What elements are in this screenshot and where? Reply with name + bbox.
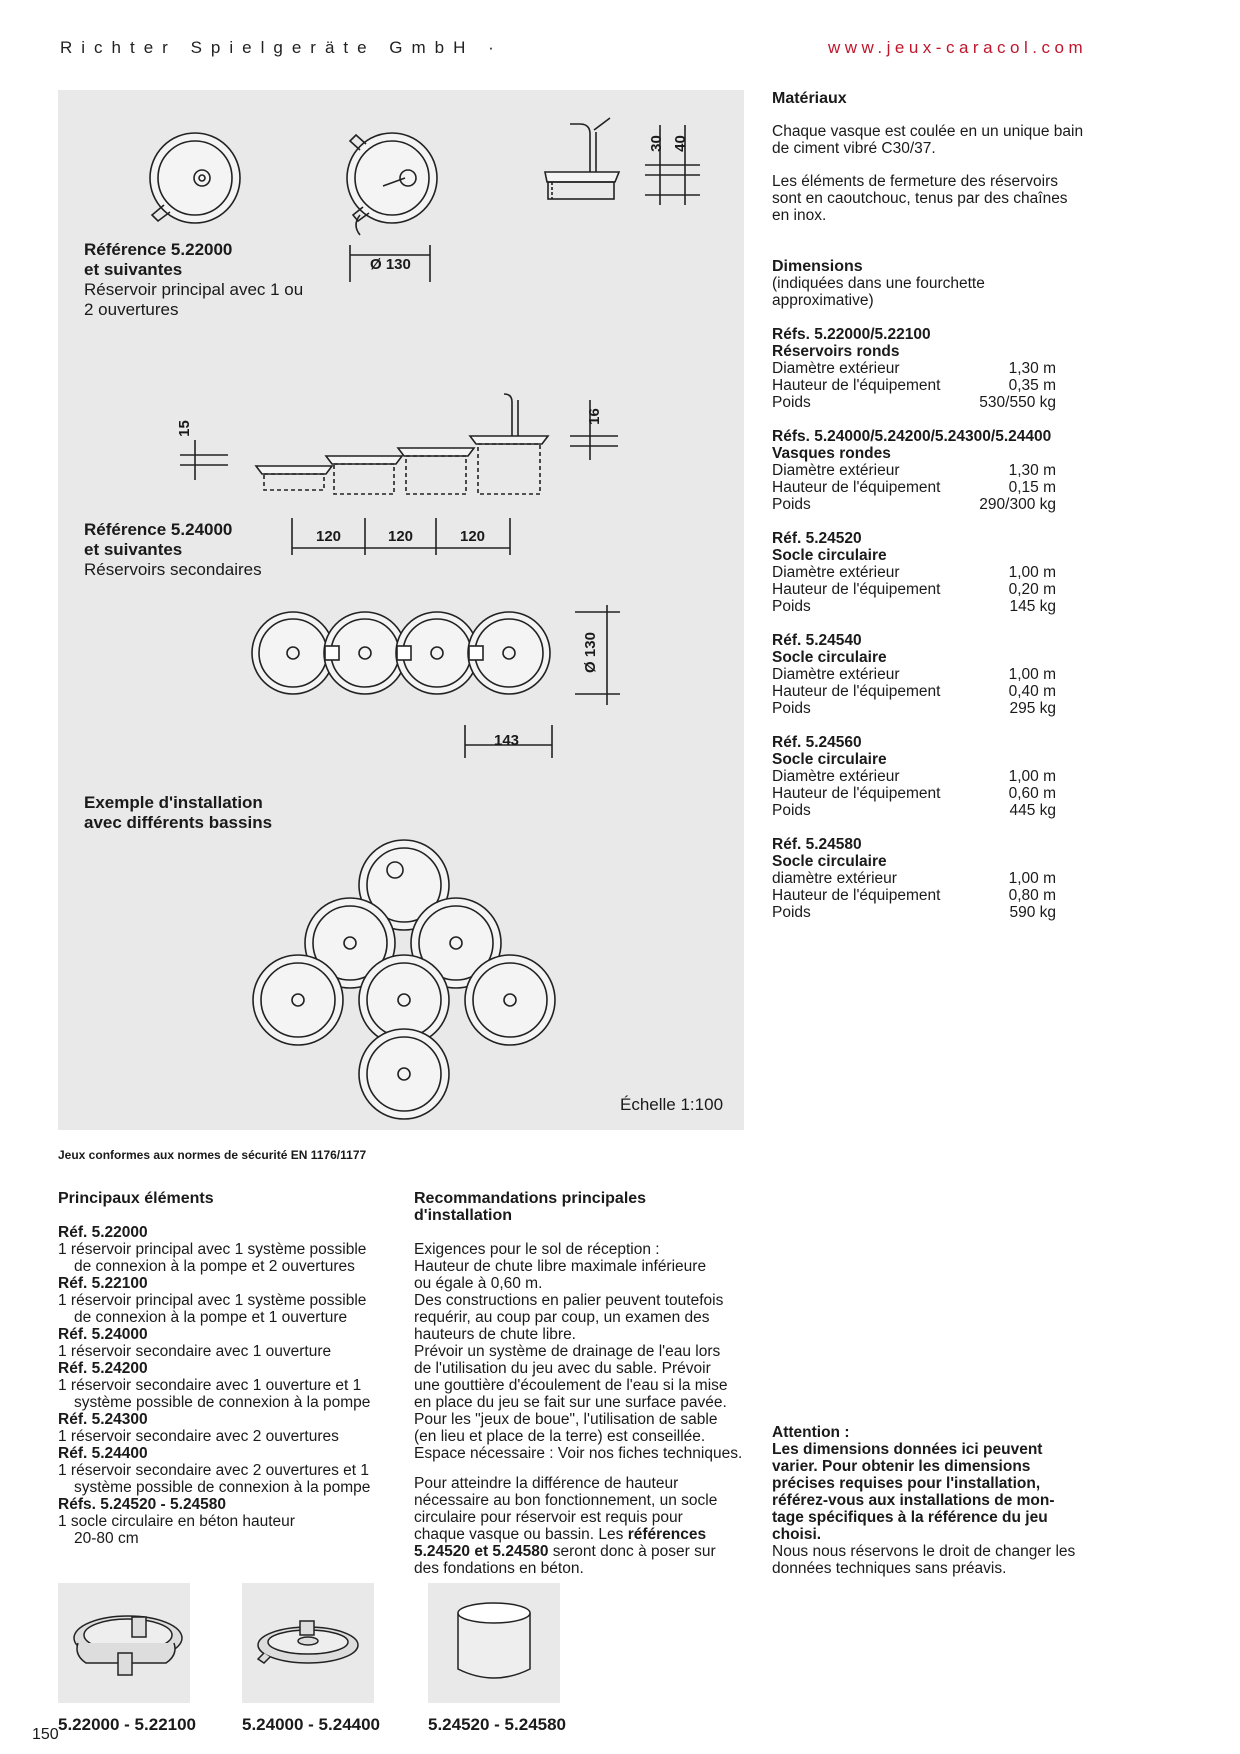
dim-row: Hauteur de l'équipement 0,40 m — [772, 683, 1056, 700]
dim-group — [772, 632, 1056, 717]
element-ref: Réf. 5.24300 — [58, 1411, 148, 1428]
element-ref: Réf. 5.24200 — [58, 1360, 148, 1377]
main-reservoir-icon — [58, 1583, 190, 1703]
dim-row: Hauteur de l'équipement 0,15 m — [772, 479, 1056, 496]
materials-p2: Les éléments de fermeture des réservoirs sont en caoutchouc, tenus par des chaînes en inox. — [772, 173, 1068, 224]
dim-label-120-a: 120 — [316, 528, 342, 545]
recommendations-p2: Pour atteindre la différence de hauteur nécessaire au bon fonctionnement, un socle circulaire pour réservoir est requis pour chaque vasque ou bassin. Les références 5.24520 et 5.24580 seront donc à poser sur des fondations en béton. — [414, 1475, 718, 1577]
example-title: Exemple d'installation avec différents bassins — [84, 793, 273, 832]
dim-label-30: 30 — [647, 135, 665, 152]
norms-note: Jeux conformes aux normes de sécurité EN 1176/1177 — [58, 1148, 367, 1162]
dim-label-120-b: 120 — [388, 528, 414, 545]
thumbnail-circular-base — [428, 1583, 560, 1703]
materials-heading: Matériaux — [772, 90, 847, 107]
circular-base-icon — [428, 1583, 560, 1703]
dimensions-subheading: (indiquées dans une fourchette approximative) — [772, 275, 985, 309]
element-line: 1 réservoir secondaire avec 2 ouvertures et 1 — [58, 1462, 370, 1479]
dim-label-40: 40 — [671, 135, 689, 152]
dim-row: Hauteur de l'équipement 0,60 m — [772, 785, 1056, 802]
recommendations-heading: Recommandations principales d'installation — [414, 1190, 647, 1224]
dimensions-heading: Dimensions — [772, 258, 863, 275]
page-number: 150 — [32, 1726, 59, 1743]
dim-group-name: Vasques rondes — [772, 445, 891, 462]
dim-row: Poids 590 kg — [772, 904, 1056, 921]
element-ref: Réf. 5.22100 — [58, 1275, 148, 1292]
thumbnail-caption: 5.22000 - 5.22100 — [58, 1715, 197, 1734]
dim-group-ref: Réf. 5.24540 — [772, 632, 862, 649]
dim-group-name: Socle circulaire — [772, 649, 887, 666]
header-url[interactable]: www.jeux-caracol.com — [828, 38, 1088, 57]
dim-group-ref: Réfs. 5.22000/5.22100 — [772, 326, 931, 343]
attention-normal: Nous nous réservons le droit de changer les données techniques sans préavis. — [772, 1543, 1076, 1577]
thumbnail-secondary-reservoir — [242, 1583, 374, 1703]
dim-group-name: Réservoirs ronds — [772, 343, 900, 360]
recommendations-p1: Exigences pour le sol de réception : Hauteur de chute libre maximale inférieure ou égale à 0,60 m. Des constructions en palier peuvent toutefois requérir, au coup par coup, un examen des hauteurs de chute libre. Prévoir un système de drainage de l'eau lors de l'utilisation du jeu avec du sable. Prévoir une gouttière d'écoulement de l'eau si la mise en place du jeu se fait sur une surface pavée. Pour les "jeux de boue", l'utilisation de sable (en lieu et place de la terre) est conseillée. Espace nécessaire : Voir nos fiches techniques. — [414, 1241, 743, 1462]
scale-label: Échelle 1:100 — [620, 1095, 724, 1114]
attention-bold: Les dimensions données ici peuvent varier. Pour obtenir les dimensions précises requises pour l'installation, référez-vous aux installations de mon- tage spécifiques à la référence du jeu choisi. — [772, 1441, 1055, 1543]
element-line: système possible de connexion à la pompe — [74, 1479, 371, 1496]
materials-p1: Chaque vasque est coulée en un unique bain de ciment vibré C30/37. — [772, 123, 1084, 157]
dim-row: Hauteur de l'équipement 0,80 m — [772, 887, 1056, 904]
dim-label-120-c: 120 — [460, 528, 486, 545]
dim-row: Diamètre extérieur 1,30 m — [772, 462, 1056, 479]
thumbnail-caption: 5.24520 - 5.24580 — [428, 1715, 567, 1734]
dim-row: Poids 145 kg — [772, 598, 1056, 615]
dim-group — [772, 836, 1056, 921]
dim-group-ref: Réf. 5.24580 — [772, 836, 862, 853]
elements-heading: Principaux éléments — [58, 1190, 214, 1207]
ref2-desc: Réservoirs secondaires — [84, 560, 262, 579]
element-ref: Réfs. 5.24520 - 5.24580 — [58, 1496, 227, 1513]
dim-label-15: 15 — [175, 420, 193, 437]
dim-group-ref: Réf. 5.24520 — [772, 530, 862, 547]
ref1-title: Référence 5.22000 et suivantes — [84, 240, 233, 279]
element-ref: Réf. 5.24400 — [58, 1445, 148, 1462]
element-line: 1 réservoir principal avec 1 système possible — [58, 1241, 367, 1258]
dim-row: Diamètre extérieur 1,00 m — [772, 564, 1056, 581]
dim-group-name: Socle circulaire — [772, 751, 887, 768]
element-line: 1 réservoir principal avec 1 système possible — [58, 1292, 367, 1309]
dim-group — [772, 428, 1056, 513]
element-line: système possible de connexion à la pompe — [74, 1394, 371, 1411]
element-line: 1 socle circulaire en béton hauteur — [58, 1513, 295, 1530]
element-line: 1 réservoir secondaire avec 1 ouverture et 1 — [58, 1377, 362, 1394]
thumbnail-caption: 5.24000 - 5.24400 — [242, 1715, 381, 1734]
ref1-desc: Réservoir principal avec 1 ou 2 ouvertures — [84, 280, 304, 319]
attention-title: Attention : — [772, 1424, 850, 1441]
dim-row: Diamètre extérieur 1,00 m — [772, 666, 1056, 683]
ref2-title: Référence 5.24000 et suivantes — [84, 520, 233, 559]
dim-group-name: Socle circulaire — [772, 853, 887, 870]
dim-row: Poids 295 kg — [772, 700, 1056, 717]
dim-row: Poids 530/550 kg — [772, 394, 1056, 411]
element-line: de connexion à la pompe et 1 ouverture — [74, 1309, 348, 1326]
header-company: Richter Spielgeräte GmbH · — [60, 38, 503, 57]
element-ref: Réf. 5.22000 — [58, 1224, 148, 1241]
thumbnail-main-reservoir — [58, 1583, 190, 1703]
dim-label-d130-row: Ø 130 — [581, 632, 599, 673]
dim-row: Diamètre extérieur 1,30 m — [772, 360, 1056, 377]
dim-row: Diamètre extérieur 1,00 m — [772, 768, 1056, 785]
dim-row: Poids 290/300 kg — [772, 496, 1056, 513]
dim-group-ref: Réfs. 5.24000/5.24200/5.24300/5.24400 — [772, 428, 1052, 445]
dim-label-143: 143 — [494, 732, 520, 749]
element-line: 1 réservoir secondaire avec 1 ouverture — [58, 1343, 332, 1360]
dim-group — [772, 530, 1056, 615]
dim-label-16: 16 — [585, 408, 603, 425]
dim-row: Hauteur de l'équipement 0,20 m — [772, 581, 1056, 598]
dim-row: diamètre extérieur 1,00 m — [772, 870, 1056, 887]
dim-group-ref: Réf. 5.24560 — [772, 734, 862, 751]
element-ref: Réf. 5.24000 — [58, 1326, 148, 1343]
elements-list — [58, 1224, 370, 1547]
element-line: 20-80 cm — [74, 1530, 139, 1547]
secondary-reservoir-icon — [242, 1583, 374, 1703]
element-line: 1 réservoir secondaire avec 2 ouvertures — [58, 1428, 339, 1445]
element-line: de connexion à la pompe et 2 ouvertures — [74, 1258, 355, 1275]
dim-group — [772, 326, 1056, 411]
dim-label-diameter-130: Ø 130 — [370, 256, 411, 273]
dim-group — [772, 734, 1056, 819]
dim-row: Hauteur de l'équipement 0,35 m — [772, 377, 1056, 394]
dim-group-name: Socle circulaire — [772, 547, 887, 564]
dim-row: Poids 445 kg — [772, 802, 1056, 819]
